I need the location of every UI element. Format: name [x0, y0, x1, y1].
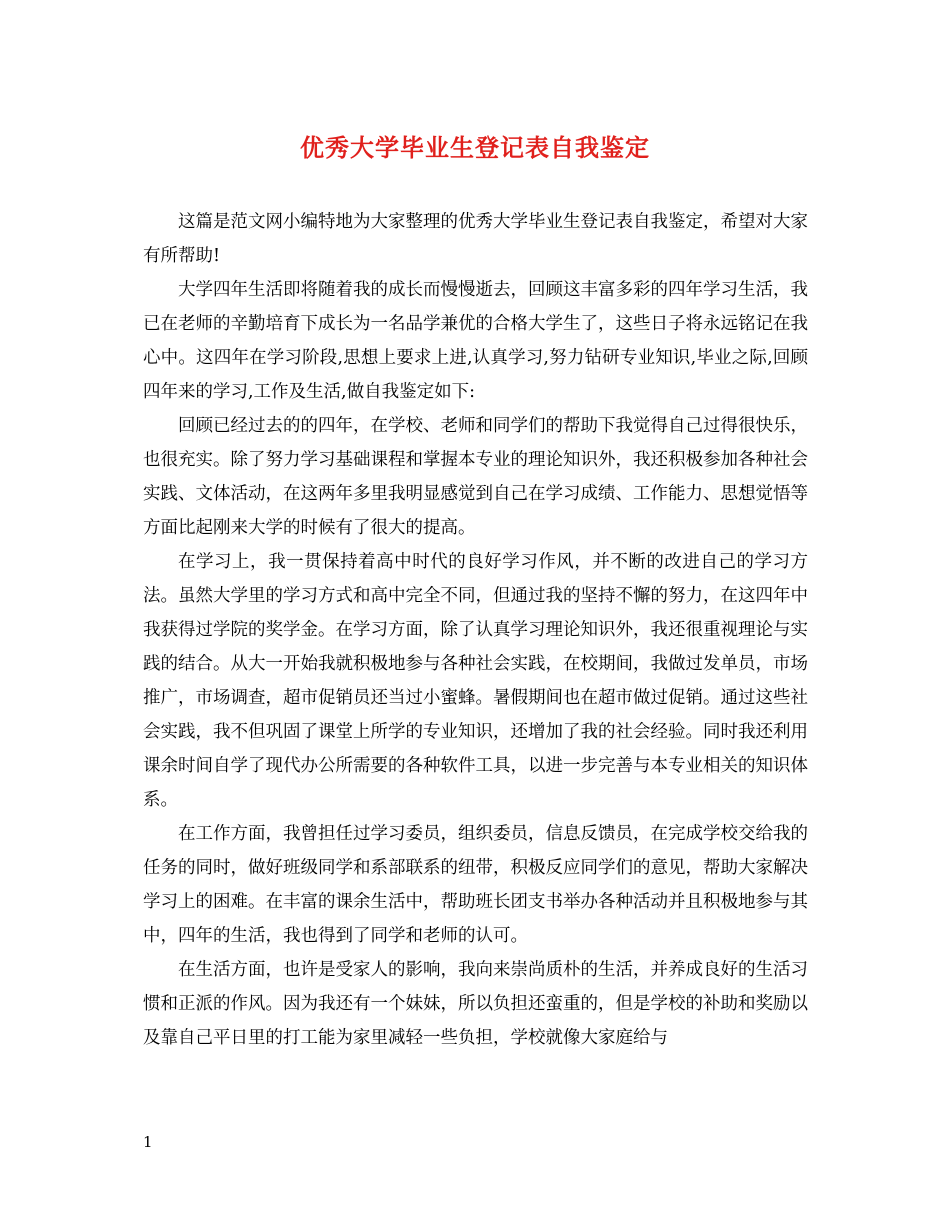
document-title: 优秀大学毕业生登记表自我鉴定: [300, 133, 650, 162]
paragraph-review: 回顾已经过去的的四年，在学校、老师和同学们的帮助下我觉得自己过得很快乐，也很充实。除了努力学习基础课程和掌握本专业的理论知识外，我还积极参加各种社会实践、文体活动，在这两年多里我明显感觉到自己在学习成绩、工作能力、思想觉悟等方面比起刚来大学的时候有了很大的提高。: [143, 416, 808, 538]
paragraph-life: 在生活方面，也许是受家人的影响，我向来崇尚质朴的生活，并养成良好的生活习惯和正派的作风。因为我还有一个妹妹，所以负担还蛮重的，但是学校的补助和奖励以及靠自己平日里的打工能为家里减轻一些负担，学校就像大家庭给与: [143, 960, 808, 1048]
paragraph-overview: 大学四年生活即将随着我的成长而慢慢逝去，回顾这丰富多彩的四年学习生活，我已在老师的辛勤培育下成长为一名品学兼优的合格大学生了，这些日子将永远铭记在我心中。这四年在学习阶段,思想上要求上进,认真学习,努力钻研专业知识,毕业之际,回顾四年来的学习,工作及生活,做自我鉴定如下:: [143, 280, 808, 402]
paragraph-study: 在学习上，我一贯保持着高中时代的良好学习作风，并不断的改进自己的学习方法。虽然大学里的学习方式和高中完全不同，但通过我的坚持不懈的努力，在这四年中我获得过学院的奖学金。在学习方面，除了认真学习理论知识外，我还很重视理论与实践的结合。从大一开始我就积极地参与各种社会实践，在校期间，我做过发单员，市场推广，市场调查，超市促销员还当过小蜜蜂。暑假期间也在超市做过促销。通过这些社会实践，我不但巩固了课堂上所学的专业知识，还增加了我的社会经验。同时我还利用课余时间自学了现代办公所需要的各种软件工具，以进一步完善与本专业相关的知识体系。: [143, 552, 808, 810]
page-number: 1: [143, 1133, 153, 1151]
paragraph-work: 在工作方面，我曾担任过学习委员，组织委员，信息反馈员，在完成学校交给我的任务的同时，做好班级同学和系部联系的纽带，积极反应同学们的意见，帮助大家解决学习上的困难。在丰富的课余生活中，帮助班长团支书举办各种活动并且积极地参与其中，四年的生活，我也得到了同学和老师的认可。: [143, 824, 808, 946]
document-body: [143, 205, 808, 1055]
paragraph-intro: 这篇是范文网小编特地为大家整理的优秀大学毕业生登记表自我鉴定，希望对大家有所帮助!: [143, 212, 808, 266]
